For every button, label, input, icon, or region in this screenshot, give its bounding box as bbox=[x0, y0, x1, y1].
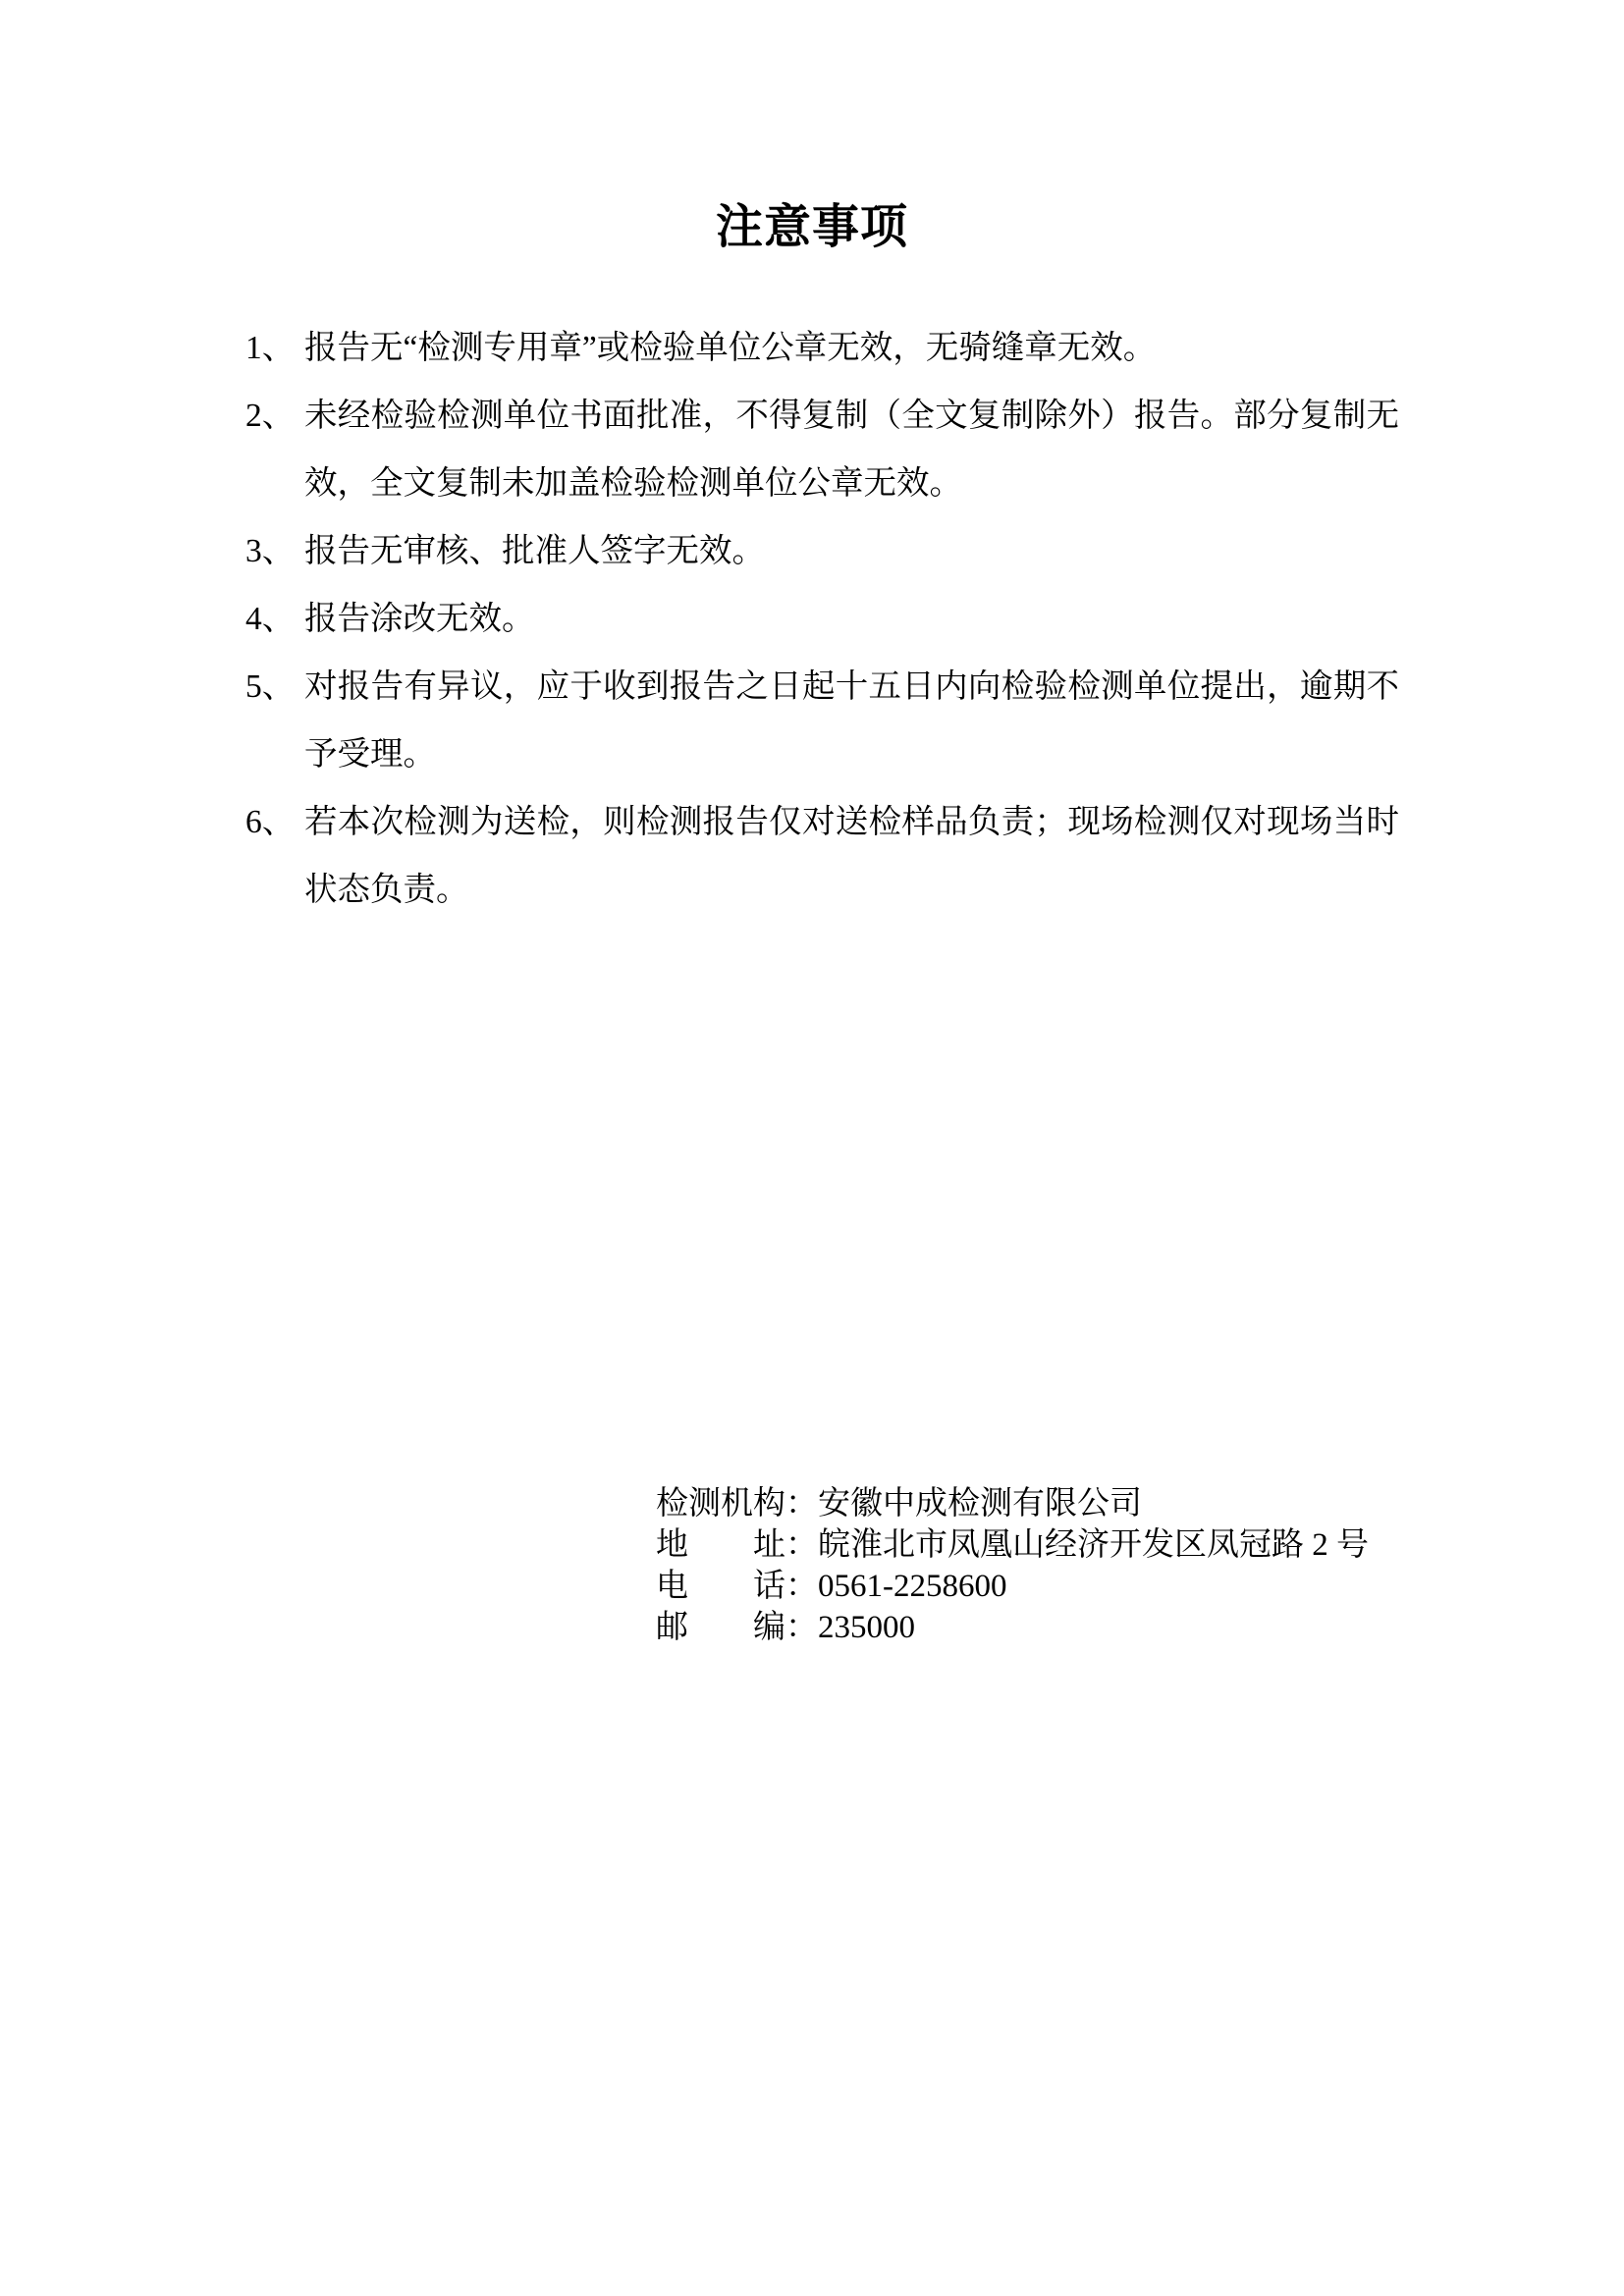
contact-block bbox=[656, 1483, 1369, 1648]
contact-colon: ： bbox=[785, 1486, 818, 1522]
list-item bbox=[245, 653, 1399, 788]
list-item bbox=[245, 314, 1399, 382]
contact-row-postcode bbox=[656, 1607, 1369, 1648]
item-number: 3、 bbox=[245, 533, 296, 569]
list-item bbox=[245, 585, 1399, 653]
contact-value: 皖淮北市凤凰山经济开发区凤冠路 2 号 bbox=[818, 1527, 1369, 1563]
item-text: 报告无“检测专用章”或检验单位公章无效，无骑缝章无效。 bbox=[304, 330, 1157, 366]
list-item bbox=[245, 517, 1399, 585]
contact-row-address bbox=[656, 1524, 1369, 1566]
list-item bbox=[245, 788, 1399, 924]
contact-value: 安徽中成检测有限公司 bbox=[818, 1486, 1142, 1522]
item-text: 报告无审核、批准人签字无效。 bbox=[304, 533, 765, 569]
contact-row-phone bbox=[656, 1566, 1369, 1607]
notes-list bbox=[245, 314, 1399, 924]
list-item bbox=[245, 382, 1399, 517]
item-text: 若本次检测为送检，则检测报告仅对送检样品负责；现场检测仅对现场当时状态负责。 bbox=[304, 804, 1399, 908]
contact-colon: ： bbox=[785, 1527, 818, 1563]
item-number: 6、 bbox=[245, 804, 296, 840]
item-number: 4、 bbox=[245, 601, 296, 637]
item-number: 2、 bbox=[245, 398, 296, 434]
contact-row-agency bbox=[656, 1483, 1369, 1524]
contact-value: 0561-2258600 bbox=[818, 1569, 1007, 1604]
item-text: 报告涂改无效。 bbox=[304, 601, 535, 637]
contact-label: 邮编 bbox=[656, 1610, 785, 1645]
item-number: 1、 bbox=[245, 330, 296, 366]
contact-label: 检测机构 bbox=[656, 1486, 785, 1522]
item-text: 未经检验检测单位书面批准，不得复制（全文复制除外）报告。部分复制无效，全文复制未加盖检验检测单位公章无效。 bbox=[304, 398, 1399, 502]
contact-label: 电话 bbox=[656, 1569, 785, 1604]
contact-colon: ： bbox=[785, 1569, 818, 1604]
item-text: 对报告有异议，应于收到报告之日起十五日内向检验检测单位提出，逾期不予受理。 bbox=[304, 668, 1399, 773]
page-title: 注意事项 bbox=[715, 201, 908, 253]
contact-value: 235000 bbox=[818, 1610, 915, 1645]
item-number: 5、 bbox=[245, 668, 296, 705]
contact-colon: ： bbox=[785, 1610, 818, 1645]
contact-label: 地址 bbox=[656, 1527, 785, 1563]
